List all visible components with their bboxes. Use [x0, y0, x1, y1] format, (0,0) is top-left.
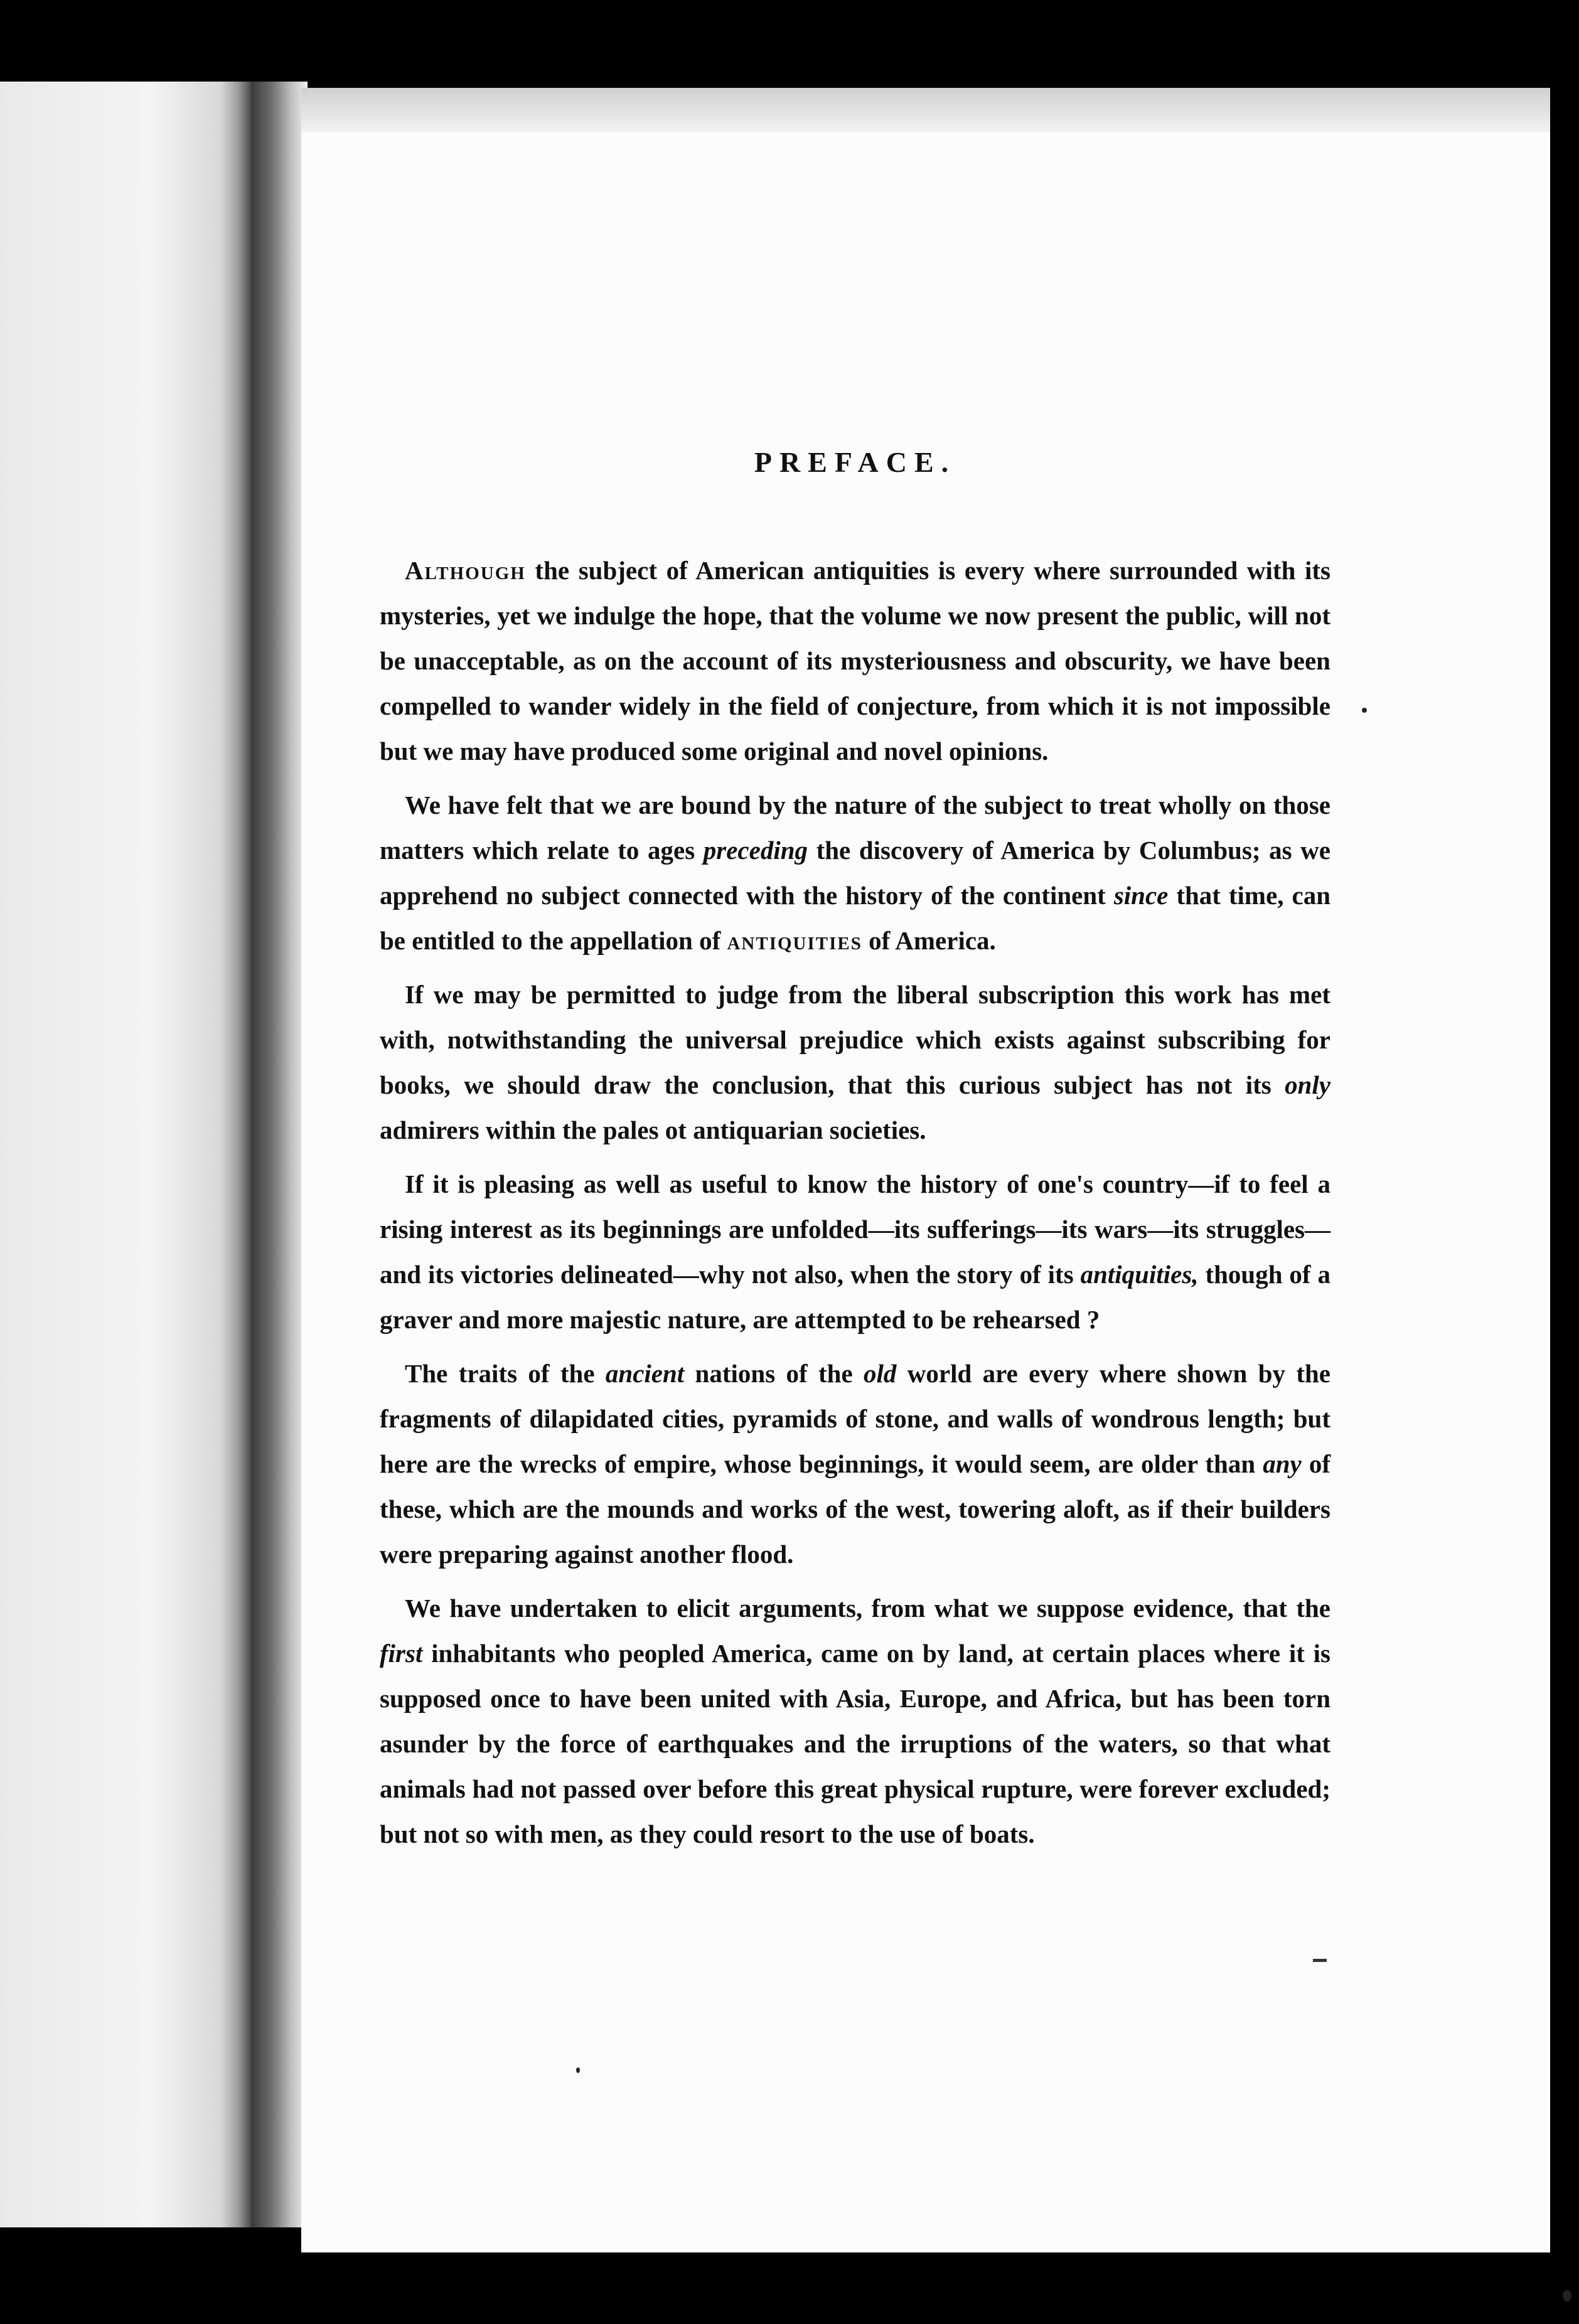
page-title: PREFACE. [754, 446, 956, 478]
italic-text: only [1285, 1070, 1330, 1099]
paragraph [380, 972, 1330, 1153]
paragraph [380, 1351, 1330, 1577]
small-caps-text: Although [405, 556, 526, 585]
ink-speck [1362, 708, 1367, 713]
italic-text: any [1263, 1449, 1302, 1478]
paragraph [380, 1161, 1330, 1342]
text-run: If we may be permitted to judge from the liberal subscription this work has met with, notwithstanding the universal prejudice which exists against subscribing for books, we should draw the conclusion, that this curious subject has not its [380, 980, 1330, 1099]
facing-page-edge [0, 82, 251, 2227]
italic-text: since [1113, 881, 1169, 910]
italic-text: old [864, 1359, 897, 1388]
preface-text-block [380, 445, 1330, 1865]
text-run: the subject of American antiquities is every where surrounded with its mysteries, yet we indulge the hope, that the volume we now present the public, will not be unacceptable, as on the account of its mysteriousness and obscurity, we have been compelled to wander widely in the field of conjecture, from which it is not impossible but we may have produced some original and novel opinions. [380, 556, 1330, 765]
italic-text: ancient [605, 1359, 685, 1388]
text-run: the discovery of America by Columbus; as we apprehend no subject connected with the history of the continent [380, 836, 1330, 910]
text-run: admirers within the pales ot antiquarian societies. [380, 1116, 926, 1144]
text-run: If it is pleasing as well as useful to know the history of one's country—if to feel a rising interest as its beginnings are unfolded—its sufferings—its wars—its struggles—and its victories delineated—why not also, when the story of its [380, 1170, 1330, 1289]
book-gutter [251, 82, 308, 2227]
text-run: of these, which are the mounds and works of the west, towering aloft, as if their builders were preparing against another flood. [380, 1449, 1330, 1569]
page-top-shadow [301, 88, 1550, 132]
italic-text: first [380, 1639, 423, 1668]
ink-speck [1563, 2290, 1571, 2301]
text-run: world are every where shown by the fragments of dilapidated cities, pyramids of stone, and walls of wondrous length; but here are the wrecks of empire, whose beginnings, it would seem, are older than [380, 1359, 1330, 1478]
text-run: We have felt that we are bound by the nature of the subject to treat wholly on those matters which relate to ages [380, 791, 1330, 865]
paragraph [380, 548, 1330, 774]
text-run: that time, can be entitled to the appellation of [380, 881, 1330, 955]
text-run: The traits of the [405, 1359, 606, 1388]
ink-speck [576, 2067, 580, 2073]
italic-text: preceding [703, 836, 808, 865]
paragraph [380, 1586, 1330, 1857]
text-run: inhabitants who peopled America, came on by land, at certain places where it is supposed once to have been united with Asia, Europe, and Africa, but has been torn asunder by the force of earthquakes and the irruptions of the waters, so that what animals had not passed over before this great physical rupture, were forever excluded; but not so with men, as they could resort to the use of boats. [380, 1639, 1330, 1848]
text-run: of America. [862, 926, 996, 955]
paragraph-list [380, 548, 1330, 1857]
text-run: nations of the [684, 1359, 864, 1388]
paragraph [380, 782, 1330, 963]
margin-mark [1313, 1959, 1327, 1962]
text-run: We have undertaken to elicit arguments, from what we suppose evidence, that the [405, 1594, 1330, 1623]
text-run: though of a graver and more majestic nature, are attempted to be rehearsed ? [380, 1260, 1331, 1334]
small-caps-text: antiquities [727, 926, 862, 955]
italic-text: antiquities, [1080, 1260, 1199, 1289]
